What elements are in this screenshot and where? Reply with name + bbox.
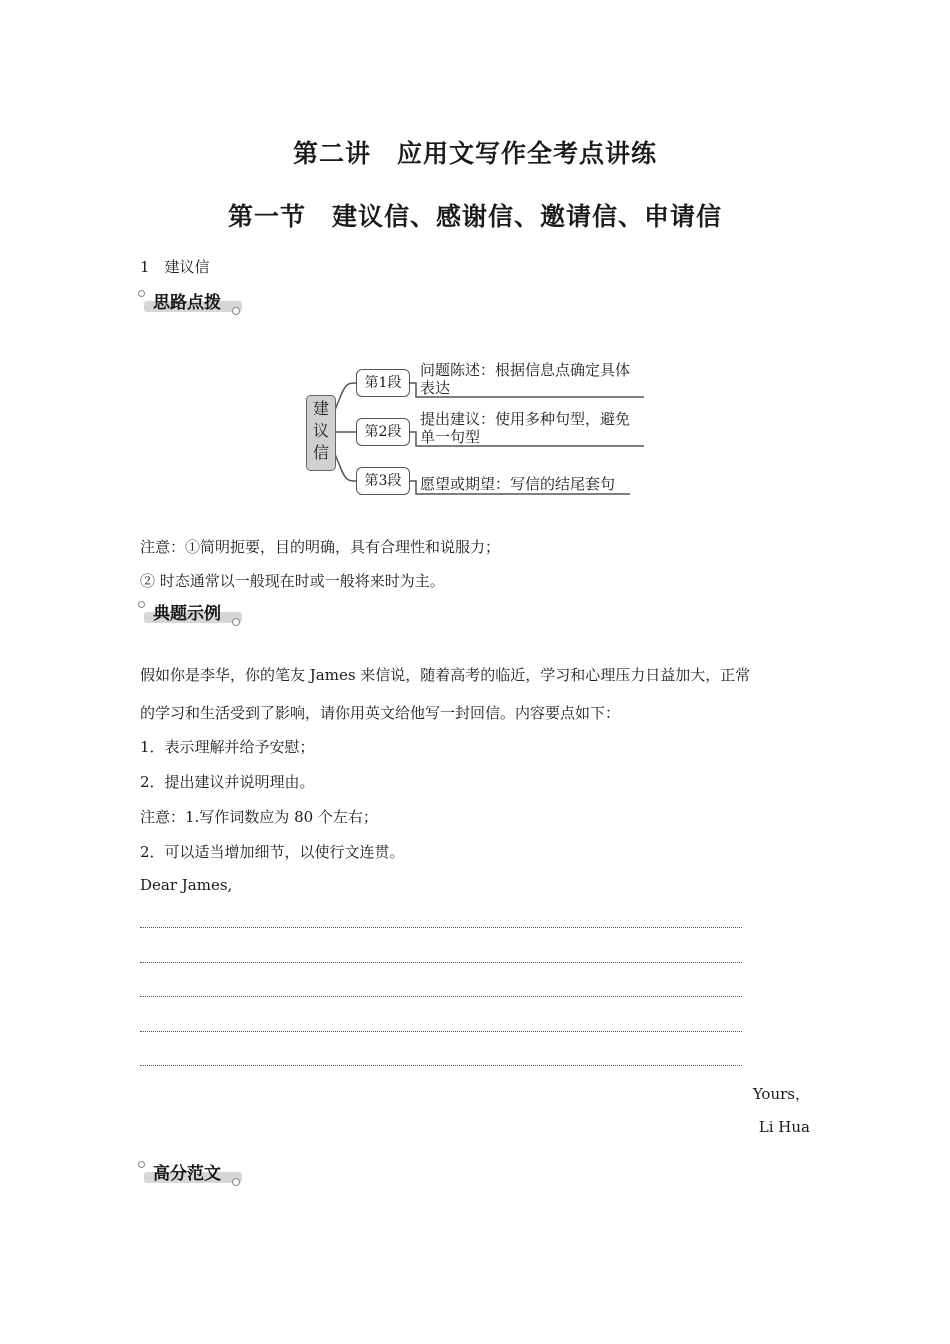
mindmap-root [306, 395, 336, 471]
mindmap-text-line: 愿望或期望：写信的结尾套句 [420, 475, 616, 493]
badge-label: 思路点拨 [153, 293, 221, 313]
prompt-note-2: 2．可以适当增加细节，以使行文连贯。 [140, 843, 405, 861]
writing-line [140, 962, 742, 963]
mindmap-branch-3-text [420, 475, 615, 493]
badge-dot-icon [138, 1161, 145, 1168]
prompt-line-2: 的学习和生活受到了影响，请你用英文给他写一封回信。内容要点如下： [140, 704, 621, 722]
letter-closing: Yours， [752, 1085, 810, 1103]
prompt-point-2: 2．提出建议并说明理由。 [140, 773, 315, 791]
mindmap-branch-2-text [420, 410, 630, 446]
mindmap-root-char: 信 [312, 443, 329, 462]
badge-label: 高分范文 [153, 1164, 221, 1184]
section-badge-approach [138, 287, 248, 319]
writing-line [140, 1065, 742, 1066]
mindmap-branch-3-label: 第3段 [356, 467, 410, 495]
prompt-note-1: 注意：1.写作词数应为 80 个左右； [140, 808, 378, 826]
section-title: 第一节 建议信、感谢信、邀请信、申请信 [227, 202, 722, 231]
mindmap-branch-1-text [420, 361, 630, 397]
mindmap-root-char: 建 [312, 399, 329, 418]
badge-dot-icon [138, 601, 145, 608]
mindmap-diagram [300, 355, 650, 500]
badge-dot-icon [232, 307, 240, 315]
mindmap-text-line: 表达 [420, 379, 451, 397]
badge-dot-icon [138, 290, 145, 297]
badge-dot-icon [232, 1178, 240, 1186]
writing-line [140, 1031, 742, 1032]
mindmap-text-line: 提出建议：使用多种句型，避免 [420, 410, 631, 428]
mindmap-branch-1-label: 第1段 [356, 369, 410, 397]
badge-dot-icon [232, 618, 240, 626]
subsection-title: 1 建议信 [140, 258, 210, 276]
note-line-2: ② 时态通常以一般现在时或一般将来时为主。 [140, 572, 445, 590]
prompt-line-1: 假如你是李华，你的笔友 James 来信说，随着高考的临近，学习和心理压力日益加大，正常 [140, 666, 751, 684]
mindmap-branch-2-label: 第2段 [356, 418, 410, 446]
note-line-1: 注意：①简明扼要，目的明确，具有合理性和说服力； [140, 538, 501, 556]
prompt-point-1: 1．表示理解并给予安慰； [140, 738, 315, 756]
badge-label: 典题示例 [153, 604, 221, 624]
mindmap-text-line: 单一句型 [420, 428, 481, 446]
writing-line [140, 927, 742, 928]
mindmap-root-char: 议 [312, 421, 329, 440]
mindmap-text-line: 问题陈述：根据信息点确定具体 [420, 361, 631, 379]
section-badge-model [138, 1158, 248, 1190]
letter-signature: Li Hua [758, 1118, 810, 1136]
section-badge-example [138, 598, 248, 630]
letter-greeting: Dear James, [140, 876, 233, 894]
page-title: 第二讲 应用文写作全考点讲练 [292, 139, 657, 168]
writing-line [140, 996, 742, 997]
